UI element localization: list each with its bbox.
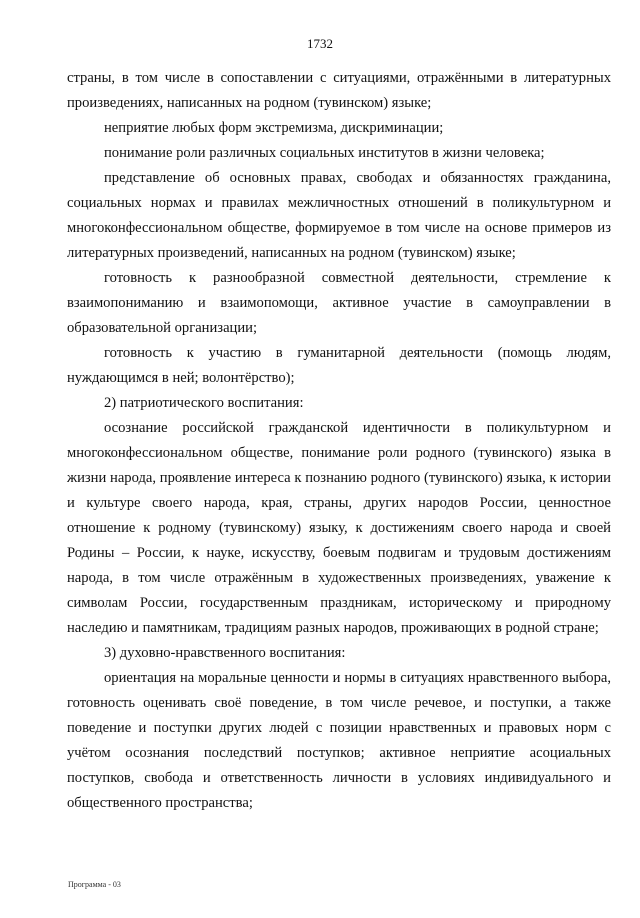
paragraph-5: готовность к разнообразной совместной деятельности, стремление к взаимопониманию и взаимопомощи, активное участие в самоуправлении в образовательной организации; <box>67 270 611 336</box>
page-number: 1732 <box>307 36 333 51</box>
section-heading-patriotic: 2) патриотического воспитания: <box>104 395 304 411</box>
paragraph-3: понимание роли различных социальных институтов в жизни человека; <box>104 145 545 161</box>
paragraph-10: ориентация на моральные ценности и нормы в ситуациях нравственного выбора, готовность оценивать своё поведение, в том числе речевое, и поступки, а также поведение и поступки других людей с позиции нравственных и правовых норм с учётом осознания последствий поступков; активное неприятие асоциальных поступков, свобода и ответственность личности в условиях индивидуального и общественного пространства; <box>67 670 611 811</box>
body-text <box>67 66 611 816</box>
paragraph-8: осознание российской гражданской идентичности в поликультурном и многоконфессиональном обществе, понимание роли родного (тувинского) языка в жизни народа, проявление интереса к познанию родного (тувинского) языка, к истории и культуре своего народа, края, страны, других народов России, ценностное отношение к родному (тувинскому) языку, к достижениям своего народа и своей Родины – России, к науке, искусству, боевым подвигам и трудовым достижениям народа, в том числе отражённым в художественных произведениях, уважение к символам России, государственным праздникам, историческому и природному наследию и памятникам, традициям разных народов, проживающих в родной стране; <box>67 420 611 636</box>
paragraph-4: представление об основных правах, свободах и обязанностях гражданина, социальных нормах и правилах межличностных отношений в поликультурном и многоконфессиональном обществе, формируемое в том числе на основе примеров из литературных произведений, написанных на родном (тувинском) языке; <box>67 170 611 261</box>
paragraph-1: страны, в том числе в сопоставлении с ситуациями, отражёнными в литературных произведениях, написанных на родном (тувинском) языке; <box>67 70 611 111</box>
paragraph-2: неприятие любых форм экстремизма, дискриминации; <box>104 120 444 136</box>
paragraph-6: готовность к участию в гуманитарной деятельности (помощь людям, нуждающимся в ней; волонтёрство); <box>67 345 611 386</box>
section-heading-spiritual: 3) духовно-нравственного воспитания: <box>104 645 346 661</box>
footer-label: Программа - 03 <box>68 880 121 889</box>
